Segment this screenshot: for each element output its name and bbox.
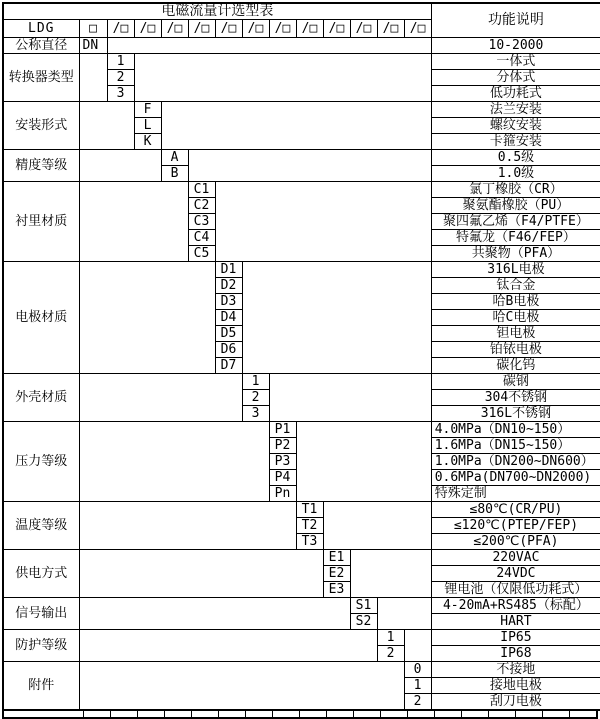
section-label: 精度等级 <box>3 150 79 182</box>
model-prefix: LDG <box>3 20 79 38</box>
model-slot: /□ <box>269 20 296 38</box>
model-slot: /□ <box>350 20 377 38</box>
option-desc-cell: 0.6MPa(DN700~DN2000) <box>431 470 600 486</box>
section-label: 防护等级 <box>3 630 79 662</box>
option-desc-cell: 304不锈钢 <box>431 390 600 406</box>
model-slot-first: □ <box>79 20 107 38</box>
option-row <box>3 374 600 390</box>
spacer-cell <box>107 38 431 54</box>
section-label: 安装形式 <box>3 102 79 150</box>
bottom-grid-strip <box>2 711 598 719</box>
option-code-cell: 2 <box>377 646 404 662</box>
section-label: 衬里材质 <box>3 182 79 262</box>
option-desc-cell: 316L电极 <box>431 262 600 278</box>
option-desc-cell: 卡箍安装 <box>431 134 600 150</box>
option-code-cell: Pn <box>269 486 296 502</box>
option-desc-cell: 哈B电极 <box>431 294 600 310</box>
option-desc-cell: 0.5级 <box>431 150 600 166</box>
option-code-cell: D4 <box>215 310 242 326</box>
title-row <box>3 3 600 20</box>
option-desc-cell: 螺纹安装 <box>431 118 600 134</box>
spacer-cell <box>296 422 431 502</box>
spacer-cell <box>161 102 431 150</box>
spacer-cell <box>79 182 188 262</box>
option-code-cell: 2 <box>242 390 269 406</box>
option-code-cell: B <box>161 166 188 182</box>
spacer-cell <box>79 262 215 374</box>
option-desc-cell: 哈C电极 <box>431 310 600 326</box>
option-code-cell: C2 <box>188 198 215 214</box>
option-desc-cell: HART <box>431 614 600 630</box>
option-code-cell: 3 <box>107 86 134 102</box>
option-desc-cell: 碳化钨 <box>431 358 600 374</box>
option-row <box>3 150 600 166</box>
option-desc-cell: ≤80℃(CR/PU) <box>431 502 600 518</box>
option-code-cell: K <box>134 134 161 150</box>
option-code-cell: D1 <box>215 262 242 278</box>
option-code-cell: 2 <box>107 70 134 86</box>
model-slot: /□ <box>296 20 323 38</box>
option-code-cell: P4 <box>269 470 296 486</box>
option-code-cell: C1 <box>188 182 215 198</box>
option-code-cell: 2 <box>404 694 431 711</box>
section-label: 公称直径 <box>3 38 79 54</box>
option-desc-cell: 低功耗式 <box>431 86 600 102</box>
option-desc-cell: 24VDC <box>431 566 600 582</box>
spacer-cell <box>215 182 431 262</box>
option-desc-cell: IP68 <box>431 646 600 662</box>
option-desc-cell: 接地电极 <box>431 678 600 694</box>
spacer-cell <box>188 150 431 182</box>
spacer-cell <box>134 54 431 102</box>
spacer-cell <box>242 262 431 374</box>
option-row <box>3 102 600 118</box>
option-desc-cell: 聚氨酯橡胶（PU） <box>431 198 600 214</box>
spacer-cell <box>79 102 134 150</box>
spacer-cell <box>377 598 431 630</box>
option-row <box>3 662 600 678</box>
option-desc-cell: 1.0MPa（DN200~DN600） <box>431 454 600 470</box>
option-code-cell: D6 <box>215 342 242 358</box>
option-desc-cell: 4.0MPa（DN10~150） <box>431 422 600 438</box>
option-code-cell: D2 <box>215 278 242 294</box>
spacer-cell <box>79 54 107 102</box>
model-slot: /□ <box>377 20 404 38</box>
option-code-cell: 1 <box>404 678 431 694</box>
option-code-cell: 1 <box>242 374 269 390</box>
option-desc-cell: 10-2000 <box>431 38 600 54</box>
option-code-cell: P2 <box>269 438 296 454</box>
spacer-cell <box>79 374 242 422</box>
option-desc-cell: 分体式 <box>431 70 600 86</box>
section-label: 外壳材质 <box>3 374 79 422</box>
spacer-cell <box>404 630 431 662</box>
option-code-cell: E3 <box>323 582 350 598</box>
option-code-cell: L <box>134 118 161 134</box>
model-slot: /□ <box>188 20 215 38</box>
model-slot: /□ <box>107 20 134 38</box>
option-desc-cell: 不接地 <box>431 662 600 678</box>
spacer-cell <box>79 598 350 630</box>
option-row <box>3 54 600 70</box>
option-row <box>3 502 600 518</box>
section-label: 压力等级 <box>3 422 79 502</box>
option-row <box>3 38 600 54</box>
option-row <box>3 598 600 614</box>
option-code-cell: 3 <box>242 406 269 422</box>
option-desc-cell: ≤120℃(PTEP/FEP) <box>431 518 600 534</box>
option-desc-cell: ≤200℃(PFA) <box>431 534 600 550</box>
option-desc-cell: 钛合金 <box>431 278 600 294</box>
section-label: 电极材质 <box>3 262 79 374</box>
option-code-cell: P3 <box>269 454 296 470</box>
option-code-cell: DN <box>79 38 107 54</box>
option-row <box>3 422 600 438</box>
section-label: 温度等级 <box>3 502 79 550</box>
table-title: 电磁流量计选型表 <box>3 3 431 20</box>
option-desc-cell: 刮刀电极 <box>431 694 600 711</box>
section-label: 附件 <box>3 662 79 711</box>
model-slot: /□ <box>404 20 431 38</box>
section-label: 信号输出 <box>3 598 79 630</box>
option-code-cell: C3 <box>188 214 215 230</box>
option-code-cell: S2 <box>350 614 377 630</box>
option-code-cell: E2 <box>323 566 350 582</box>
option-code-cell: S1 <box>350 598 377 614</box>
spacer-cell <box>79 630 377 662</box>
model-slot: /□ <box>323 20 350 38</box>
option-row <box>3 182 600 198</box>
option-code-cell: C4 <box>188 230 215 246</box>
option-code-cell: E1 <box>323 550 350 566</box>
option-desc-cell: IP65 <box>431 630 600 646</box>
section-label: 供电方式 <box>3 550 79 598</box>
spacer-cell <box>323 502 431 550</box>
option-desc-cell: 钽电极 <box>431 326 600 342</box>
spacer-cell <box>350 550 431 598</box>
option-desc-cell: 220VAC <box>431 550 600 566</box>
option-desc-cell: 特殊定制 <box>431 486 600 502</box>
spacer-cell <box>79 422 269 502</box>
option-desc-cell: 特氟龙（F46/FEP） <box>431 230 600 246</box>
spacer-cell <box>269 374 431 422</box>
option-code-cell: T3 <box>296 534 323 550</box>
option-code-cell: 1 <box>377 630 404 646</box>
section-label: 转换器类型 <box>3 54 79 102</box>
option-row <box>3 550 600 566</box>
option-desc-cell: 共聚物（PFA） <box>431 246 600 262</box>
model-slot: /□ <box>161 20 188 38</box>
option-row <box>3 262 600 278</box>
selection-table <box>2 2 600 711</box>
option-row <box>3 630 600 646</box>
model-slot: /□ <box>215 20 242 38</box>
model-slot: /□ <box>134 20 161 38</box>
option-desc-cell: 1.0级 <box>431 166 600 182</box>
option-code-cell: D5 <box>215 326 242 342</box>
option-code-cell: C5 <box>188 246 215 262</box>
spacer-cell <box>79 662 404 711</box>
option-code-cell: P1 <box>269 422 296 438</box>
spacer-cell <box>79 502 296 550</box>
option-desc-cell: 氯丁橡胶（CR） <box>431 182 600 198</box>
option-code-cell: T2 <box>296 518 323 534</box>
option-desc-cell: 锂电池（仅限低功耗式） <box>431 582 600 598</box>
spacer-cell <box>79 550 323 598</box>
option-desc-cell: 316L不锈钢 <box>431 406 600 422</box>
option-code-cell: F <box>134 102 161 118</box>
option-desc-cell: 碳钢 <box>431 374 600 390</box>
option-desc-cell: 法兰安装 <box>431 102 600 118</box>
option-code-cell: 1 <box>107 54 134 70</box>
option-code-cell: A <box>161 150 188 166</box>
option-code-cell: T1 <box>296 502 323 518</box>
function-column-header: 功能说明 <box>431 3 600 38</box>
option-desc-cell: 4-20mA+RS485（标配） <box>431 598 600 614</box>
spacer-cell <box>79 150 161 182</box>
model-slot: /□ <box>242 20 269 38</box>
option-code-cell: D3 <box>215 294 242 310</box>
option-desc-cell: 1.6MPa（DN15~150） <box>431 438 600 454</box>
option-desc-cell: 聚四氟乙烯（F4/PTFE） <box>431 214 600 230</box>
option-code-cell: 0 <box>404 662 431 678</box>
option-desc-cell: 铂铱电极 <box>431 342 600 358</box>
option-desc-cell: 一体式 <box>431 54 600 70</box>
option-code-cell: D7 <box>215 358 242 374</box>
